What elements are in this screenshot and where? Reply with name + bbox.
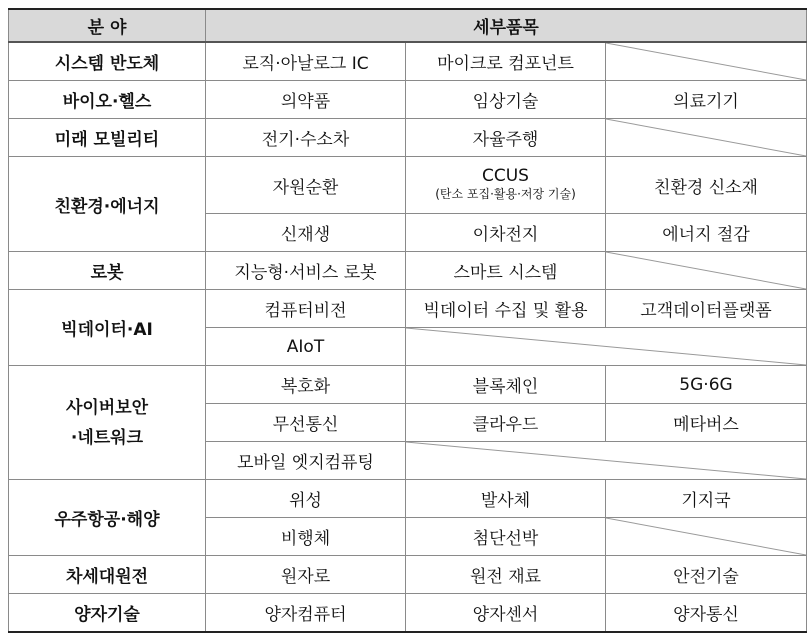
table-row xyxy=(9,366,807,404)
item-cell: 클라우드 xyxy=(406,404,606,442)
item-cell: 임상기술 xyxy=(406,81,606,119)
empty-diagonal-cell xyxy=(606,252,807,290)
table xyxy=(8,8,807,633)
item-cell: 신재생 xyxy=(206,214,406,252)
item-cell: 자율주행 xyxy=(406,119,606,157)
category-cell: 시스템 반도체 xyxy=(9,42,206,81)
item-cell: 기지국 xyxy=(606,480,807,518)
item-cell: 로직·아날로그 IC xyxy=(206,42,406,81)
item-cell: 지능형·서비스 로봇 xyxy=(206,252,406,290)
category-line-1: 사이버보안 xyxy=(65,397,149,418)
table-row xyxy=(9,81,807,119)
table-row xyxy=(9,157,807,214)
table-row xyxy=(9,119,807,157)
category-cell: 바이오·헬스 xyxy=(9,81,206,119)
category-cell: 우주항공·해양 xyxy=(9,480,206,556)
table-row xyxy=(9,556,807,594)
table-row xyxy=(9,290,807,328)
item-cell: 의약품 xyxy=(206,81,406,119)
item-cell: 모바일 엣지컴퓨팅 xyxy=(206,442,406,480)
empty-diagonal-cell xyxy=(406,328,807,366)
item-main: CCUS xyxy=(482,166,529,186)
empty-diagonal-cell xyxy=(406,442,807,480)
header-items: 세부품목 xyxy=(206,9,807,42)
item-cell: 스마트 시스템 xyxy=(406,252,606,290)
item-cell: 블록체인 xyxy=(406,366,606,404)
item-cell: 첨단선박 xyxy=(406,518,606,556)
table-header-row xyxy=(9,9,807,42)
header-field: 분 야 xyxy=(9,9,206,42)
item-cell: 이차전지 xyxy=(406,214,606,252)
item-cell: AIoT xyxy=(206,328,406,366)
item-cell: 안전기술 xyxy=(606,556,807,594)
item-cell: 위성 xyxy=(206,480,406,518)
item-cell: 무선통신 xyxy=(206,404,406,442)
category-line-2: ·네트워크 xyxy=(70,427,144,448)
item-cell: 양자통신 xyxy=(606,594,807,633)
item-cell: 복호화 xyxy=(206,366,406,404)
category-cell: 양자기술 xyxy=(9,594,206,633)
empty-diagonal-cell xyxy=(606,119,807,157)
table-row xyxy=(9,594,807,633)
category-table xyxy=(8,8,806,633)
item-cell xyxy=(406,157,606,214)
table-row xyxy=(9,42,807,81)
table-row xyxy=(9,252,807,290)
category-cell: 로봇 xyxy=(9,252,206,290)
item-cell: 의료기기 xyxy=(606,81,807,119)
category-cell: 빅데이터·AI xyxy=(9,290,206,366)
item-cell: 5G·6G xyxy=(606,366,807,404)
category-cell: 차세대원전 xyxy=(9,556,206,594)
item-cell: 원전 재료 xyxy=(406,556,606,594)
item-cell: 발사체 xyxy=(406,480,606,518)
item-cell: 비행체 xyxy=(206,518,406,556)
item-cell: 고객데이터플랫폼 xyxy=(606,290,807,328)
item-cell: 전기·수소차 xyxy=(206,119,406,157)
item-subtext: (탄소 포집·활용·저장 기술) xyxy=(435,187,576,201)
item-cell: 양자컴퓨터 xyxy=(206,594,406,633)
item-cell: 원자로 xyxy=(206,556,406,594)
category-cell: 친환경·에너지 xyxy=(9,157,206,252)
empty-diagonal-cell xyxy=(606,518,807,556)
category-cell xyxy=(9,366,206,480)
table-row xyxy=(9,480,807,518)
item-cell: 컴퓨터비전 xyxy=(206,290,406,328)
item-cell: 마이크로 컴포넌트 xyxy=(406,42,606,81)
item-cell: 양자센서 xyxy=(406,594,606,633)
item-cell: 빅데이터 수집 및 활용 xyxy=(406,290,606,328)
item-cell: 메타버스 xyxy=(606,404,807,442)
empty-diagonal-cell xyxy=(606,42,807,81)
category-cell: 미래 모빌리티 xyxy=(9,119,206,157)
item-cell: 자원순환 xyxy=(206,157,406,214)
item-cell: 에너지 절감 xyxy=(606,214,807,252)
item-cell: 친환경 신소재 xyxy=(606,157,807,214)
